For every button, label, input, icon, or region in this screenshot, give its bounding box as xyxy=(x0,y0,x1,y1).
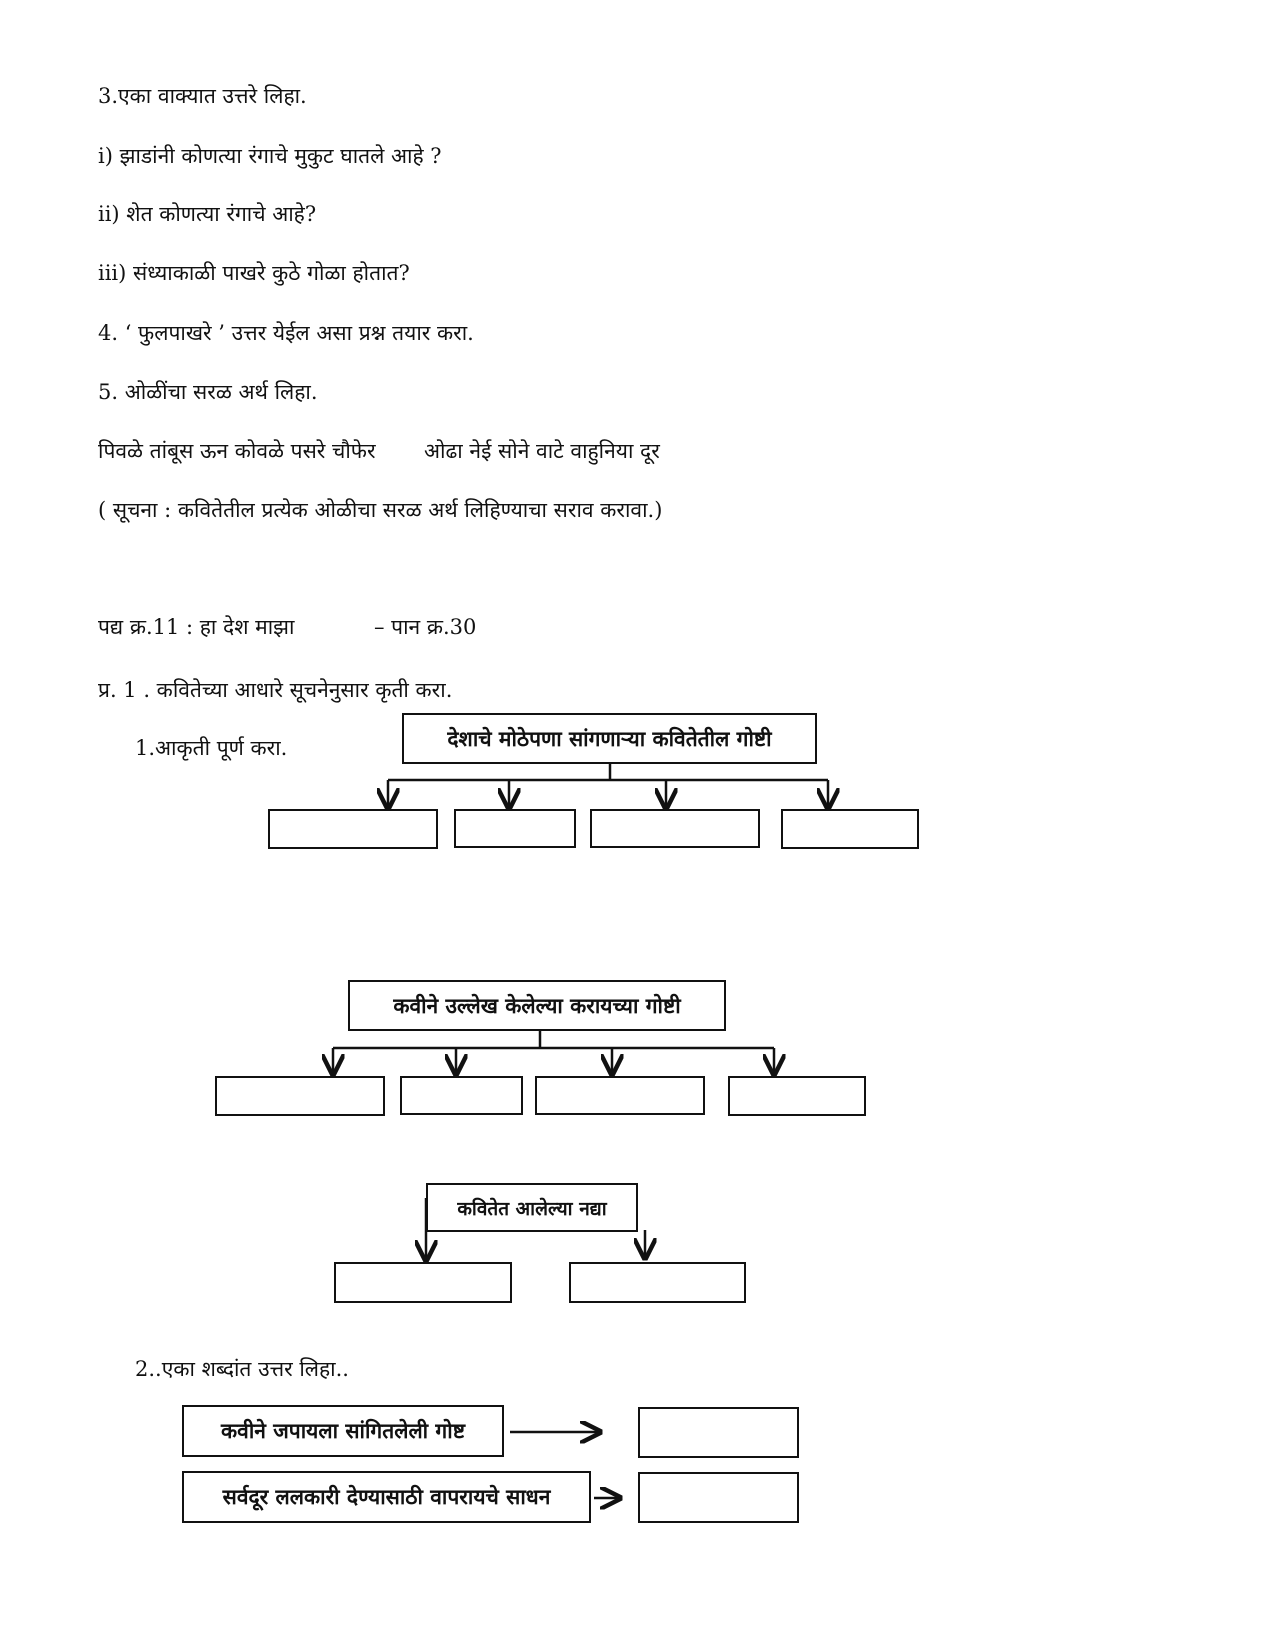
diagram2-answer-box-2[interactable] xyxy=(400,1076,523,1115)
pr1-heading: प्र. 1 . कवितेच्या आधारे सूचनेनुसार कृती करा. xyxy=(98,678,453,702)
q3-heading: 3.एका वाक्यात उत्तरे लिहा. xyxy=(98,84,307,108)
q5-verse-line-b: ओढा नेई सोने वाटे वाहुनिया दूर xyxy=(424,439,660,463)
diagram2-answer-box-1[interactable] xyxy=(215,1076,385,1116)
row1-label: कवीने जपायला सांगितलेली गोष्ट xyxy=(221,1419,465,1443)
row1-label-box xyxy=(182,1405,504,1457)
q3-item-i: i) झाडांनी कोणत्या रंगाचे मुकुट घातले आहे ? xyxy=(98,144,442,168)
diagram1-answer-box-4[interactable] xyxy=(781,809,919,849)
poem-title: पद्य क्र.11 : हा देश माझा xyxy=(98,615,295,639)
row2-answer-box[interactable] xyxy=(638,1472,799,1523)
diagram3-answer-box-1[interactable] xyxy=(334,1262,512,1303)
diagram3-answer-box-2[interactable] xyxy=(569,1262,746,1303)
diagram1-answer-box-1[interactable] xyxy=(268,809,438,849)
q3-item-iii: iii) संध्याकाळी पाखरे कुठे गोळा होतात? xyxy=(98,261,410,285)
diagram3-title-box xyxy=(426,1183,638,1232)
diagram1-title-box xyxy=(402,713,817,764)
q5-verse-line-a: पिवळे तांबूस ऊन कोवळे पसरे चौफेर xyxy=(98,439,376,463)
diagram1-title: देशाचे मोठेपणा सांगणाऱ्या कवितेतील गोष्टी xyxy=(447,726,772,751)
row2-label: सर्वदूर ललकारी देण्यासाठी वापरायचे साधन xyxy=(222,1485,551,1509)
diagram1-answer-box-3[interactable] xyxy=(590,809,760,848)
diagram2-title: कवीने उल्लेख केलेल्या करायच्या गोष्टी xyxy=(393,993,681,1018)
diagram2-answer-box-3[interactable] xyxy=(535,1076,705,1115)
diagram2-answer-box-4[interactable] xyxy=(728,1076,866,1116)
poem-page-ref: – पान क्र.30 xyxy=(374,615,477,639)
pr1-task2-label: 2..एका शब्दांत उत्तर लिहा.. xyxy=(135,1357,349,1381)
q5-heading: 5. ओळींचा सरळ अर्थ लिहा. xyxy=(98,380,318,404)
q4-text: 4. ‘ फुलपाखरे ’ उत्तर येईल असा प्रश्न तयार करा. xyxy=(98,321,474,345)
row2-label-box xyxy=(182,1471,591,1523)
row1-answer-box[interactable] xyxy=(638,1407,799,1458)
q5-note: ( सूचना : कवितेतील प्रत्येक ओळीचा सरळ अर्थ लिहिण्याचा सराव करावा.) xyxy=(98,498,663,522)
diagram1-answer-box-2[interactable] xyxy=(454,809,576,848)
diagram3-title: कवितेत आलेल्या नद्या xyxy=(457,1197,607,1220)
q3-item-ii: ii) शेत कोणत्या रंगाचे आहे? xyxy=(98,202,317,226)
pr1-task1-label: 1.आकृती पूर्ण करा. xyxy=(135,736,288,760)
diagram2-title-box xyxy=(348,980,726,1031)
